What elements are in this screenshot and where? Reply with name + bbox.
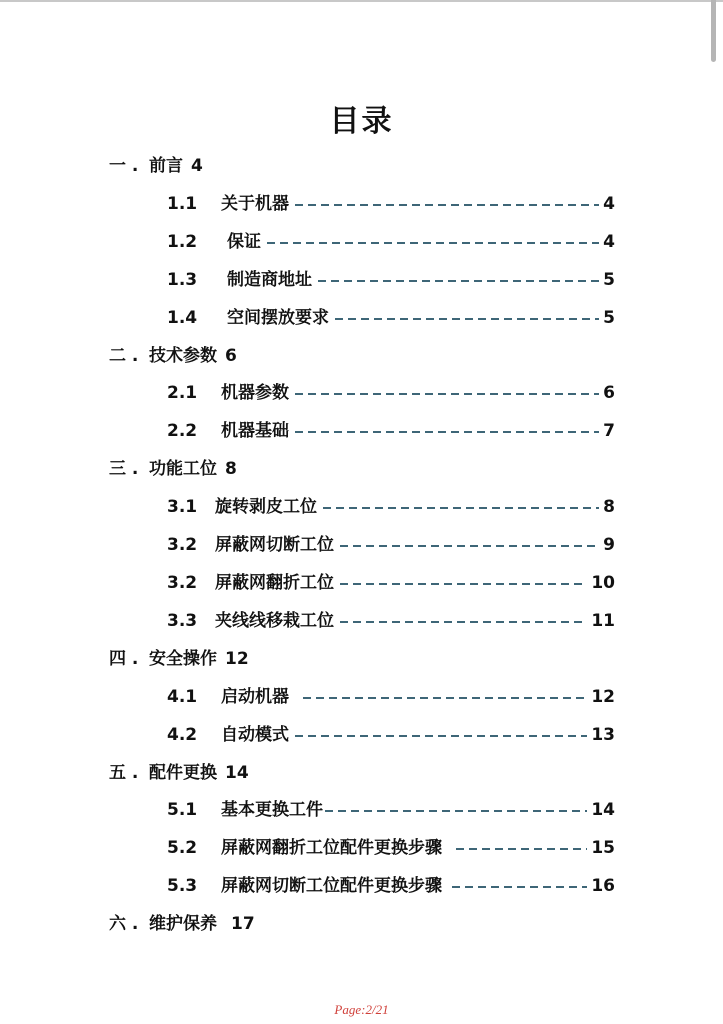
section-label: 夹线线移栽工位 <box>215 611 334 631</box>
dot-leader <box>340 621 587 623</box>
section-label: 启动机器 <box>221 687 289 707</box>
toc-chapter-6[interactable] <box>109 911 255 937</box>
toc-section-5-2[interactable] <box>167 835 615 861</box>
toc-title: 目录 <box>329 104 394 139</box>
chapter-number: 四 . <box>109 649 139 669</box>
section-number: 3.2 <box>167 573 198 593</box>
section-number: 5.1 <box>167 800 198 820</box>
dot-leader <box>452 886 587 888</box>
section-page: 10 <box>591 573 615 593</box>
chapter-page: 8 <box>225 459 237 479</box>
dot-leader <box>340 583 587 585</box>
section-label: 屏蔽网切断工位配件更换步骤 <box>221 876 442 896</box>
section-label: 屏蔽网翻折工位配件更换步骤 <box>221 838 442 858</box>
toc-section-3-2b[interactable] <box>167 570 615 596</box>
toc-chapter-5[interactable] <box>109 760 249 786</box>
chapter-page: 17 <box>231 914 255 934</box>
dot-leader <box>456 848 587 850</box>
toc-chapter-4[interactable] <box>109 646 249 672</box>
chapter-number: 一 . <box>109 156 139 176</box>
section-number: 5.2 <box>167 838 198 858</box>
section-number: 1.2 <box>167 232 198 252</box>
section-label: 关于机器 <box>221 194 289 214</box>
section-label: 机器参数 <box>221 383 289 403</box>
section-label: 旋转剥皮工位 <box>215 497 317 517</box>
chapter-label: 配件更换 <box>149 763 217 783</box>
toc-chapter-3[interactable] <box>109 456 237 482</box>
dot-leader <box>325 810 587 812</box>
dot-leader <box>267 242 599 244</box>
chapter-label: 维护保养 <box>149 914 217 934</box>
section-page: 6 <box>603 383 615 403</box>
toc-section-3-3[interactable] <box>167 608 615 634</box>
chapter-number: 三 . <box>109 459 139 479</box>
section-label: 基本更换工件 <box>221 800 323 820</box>
section-number: 3.1 <box>167 497 198 517</box>
section-page: 4 <box>603 232 615 252</box>
section-page: 5 <box>603 308 615 328</box>
toc-section-4-2[interactable] <box>167 722 615 748</box>
section-number: 1.1 <box>167 194 198 214</box>
chapter-page: 12 <box>225 649 249 669</box>
section-number: 4.2 <box>167 725 198 745</box>
toc-chapter-2[interactable] <box>109 343 237 369</box>
chapter-number: 六 . <box>109 914 139 934</box>
toc-section-1-4[interactable] <box>167 305 615 331</box>
toc-section-2-1[interactable] <box>167 380 615 406</box>
section-label: 保证 <box>227 232 261 252</box>
section-number: 2.1 <box>167 383 198 403</box>
toc-chapter-1[interactable] <box>109 153 203 179</box>
page-number-footer: Page:2/21 <box>334 1002 389 1017</box>
section-number: 2.2 <box>167 421 198 441</box>
vertical-scrollbar[interactable] <box>711 0 716 62</box>
chapter-page: 6 <box>225 346 237 366</box>
section-label: 机器基础 <box>221 421 289 441</box>
dot-leader <box>323 507 599 509</box>
toc-section-1-1[interactable] <box>167 191 615 217</box>
toc-section-1-2[interactable] <box>167 229 615 255</box>
section-page: 7 <box>603 421 615 441</box>
section-page: 11 <box>591 611 615 631</box>
toc-section-1-3[interactable] <box>167 267 615 293</box>
chapter-page: 4 <box>191 156 203 176</box>
dot-leader <box>318 280 599 282</box>
section-page: 12 <box>591 687 615 707</box>
section-page: 14 <box>591 800 615 820</box>
section-page: 16 <box>591 876 615 896</box>
toc-section-5-3[interactable] <box>167 873 615 899</box>
chapter-label: 技术参数 <box>149 346 217 366</box>
section-label: 自动模式 <box>221 725 289 745</box>
section-number: 5.3 <box>167 876 198 896</box>
section-label: 空间摆放要求 <box>227 308 329 328</box>
chapter-number: 五 . <box>109 763 139 783</box>
chapter-label: 前言 <box>149 156 183 176</box>
toc-section-3-1[interactable] <box>167 494 615 520</box>
dot-leader <box>335 318 599 320</box>
section-number: 3.2 <box>167 535 198 555</box>
toc-section-5-1[interactable] <box>167 797 615 823</box>
chapter-label: 安全操作 <box>149 649 217 669</box>
section-page: 8 <box>603 497 615 517</box>
section-number: 1.4 <box>167 308 198 328</box>
dot-leader <box>295 393 599 395</box>
window-top-border <box>0 0 723 2</box>
section-number: 3.3 <box>167 611 198 631</box>
section-page: 5 <box>603 270 615 290</box>
section-number: 4.1 <box>167 687 198 707</box>
toc-section-4-1[interactable] <box>167 684 615 710</box>
chapter-label: 功能工位 <box>149 459 217 479</box>
toc-section-3-2a[interactable] <box>167 532 615 558</box>
chapter-page: 14 <box>225 763 249 783</box>
section-page: 13 <box>591 725 615 745</box>
dot-leader <box>295 204 599 206</box>
section-page: 4 <box>603 194 615 214</box>
dot-leader <box>340 545 599 547</box>
toc-section-2-2[interactable] <box>167 418 615 444</box>
dot-leader <box>295 735 587 737</box>
chapter-number: 二 . <box>109 346 139 366</box>
section-label: 屏蔽网翻折工位 <box>215 573 334 593</box>
section-label: 制造商地址 <box>227 270 312 290</box>
section-page: 15 <box>591 838 615 858</box>
section-number: 1.3 <box>167 270 198 290</box>
dot-leader <box>295 431 599 433</box>
section-page: 9 <box>603 535 615 555</box>
section-label: 屏蔽网切断工位 <box>215 535 334 555</box>
dot-leader <box>303 697 587 699</box>
